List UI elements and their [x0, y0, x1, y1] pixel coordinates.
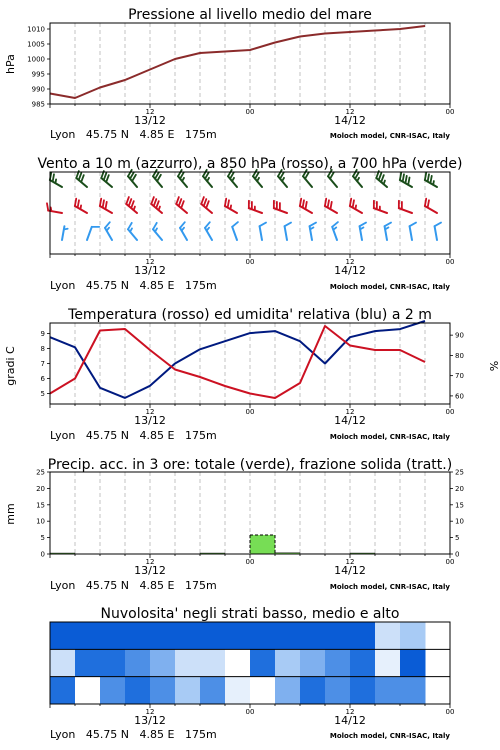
humidity-line — [50, 321, 425, 398]
pressure-line — [50, 26, 425, 98]
wind-credit: Moloch model, CNR-ISAC, Italy — [329, 283, 450, 291]
cloud-cell-alto — [175, 622, 201, 650]
cloud-title: Nuvolosita' negli strati basso, medio e alto — [100, 606, 400, 622]
cloud-cell-medio — [125, 649, 151, 677]
precip-ylabel: mm — [4, 503, 17, 525]
cloud-cell-medio — [400, 649, 426, 677]
wind-barb-half-feather — [182, 228, 184, 231]
wind-hour-label: 00 — [245, 258, 255, 266]
pressure-frame — [50, 23, 450, 104]
wind-barb-half-feather — [355, 205, 356, 209]
wind-barb-half-feather — [230, 205, 231, 209]
cloud-cell-basso — [225, 677, 251, 705]
wind-barb-feather — [403, 174, 404, 181]
precip-title: Precip. acc. in 3 ore: totale (verde), frazione solida (tratt.) — [47, 457, 453, 473]
wind-barb-feather — [100, 199, 101, 206]
wind-barb-850hpa — [75, 199, 87, 213]
cloud-cell-alto — [325, 622, 351, 650]
wind-barb-10m — [385, 223, 391, 240]
wind-barb-850hpa — [350, 199, 362, 213]
temperature-hour-label: 12 — [145, 408, 155, 416]
wind-barb-feather — [126, 197, 129, 204]
wind-barb-feather — [310, 223, 316, 227]
cloud-cell-basso — [75, 677, 101, 705]
wind-barb-feather — [179, 199, 182, 206]
wind-barb-feather — [405, 176, 406, 183]
wind-barb-feather — [176, 197, 179, 204]
precip-credit: Moloch model, CNR-ISAC, Italy — [329, 583, 450, 591]
wind-barb-feather — [285, 223, 291, 227]
precip-ytick-label: 0 — [40, 550, 45, 559]
cloud-cell-alto — [250, 622, 276, 650]
wind-barb-feather — [225, 199, 226, 206]
wind-barb-feather — [428, 200, 429, 207]
wind-barb-feather — [79, 173, 82, 180]
wind-barb-700hpa — [425, 173, 437, 187]
wind-barb-feather — [201, 197, 204, 204]
wind-barb-850hpa — [325, 199, 337, 213]
cloud-hour-label: 00 — [245, 708, 255, 716]
precip-ytick-label: 20 — [36, 484, 45, 493]
precip-ytick-label: 25 — [36, 468, 45, 477]
wind-barb-700hpa — [76, 171, 87, 187]
wind-barb-shaft — [425, 206, 437, 213]
wind-barb-feather — [105, 202, 106, 209]
precipitation-panel — [4, 457, 464, 592]
cloud-cell-basso — [200, 677, 226, 705]
cloud-cell-alto — [150, 622, 176, 650]
humidity-ytick-right-label: 70 — [455, 372, 464, 381]
wind-barb-feather — [385, 223, 391, 227]
pressure-ytick-label: 985 — [31, 100, 45, 109]
cloud-location: Lyon 45.75 N 4.85 E 175m — [50, 728, 217, 741]
wind-barb-10m — [310, 223, 316, 240]
wind-barb-feather — [428, 174, 429, 181]
wind-date-label: 14/12 — [334, 264, 366, 277]
wind-barb-shaft — [87, 227, 92, 240]
wind-barb-feather — [106, 175, 109, 182]
wind-barb-feather — [232, 222, 238, 227]
wind-barb-850hpa — [300, 199, 312, 213]
precip-hour-label: 00 — [445, 558, 455, 566]
cloud-cell-basso — [350, 677, 376, 705]
precip-ytick-right-label: 15 — [455, 501, 464, 510]
pressure-date-label: 14/12 — [334, 114, 366, 127]
temperature-ytick-label: 5 — [40, 390, 45, 398]
temperature-date-label: 14/12 — [334, 414, 366, 427]
wind-barb-850hpa — [201, 197, 212, 213]
cloud-cell-medio — [375, 649, 401, 677]
wind-barb-shaft — [435, 226, 437, 240]
pressure-ytick-label: 1005 — [27, 40, 45, 49]
cloud-cell-basso — [150, 677, 176, 705]
wind-barb-shaft — [328, 176, 337, 187]
wind-hour-label: 12 — [145, 258, 155, 266]
wind-barb-feather — [156, 201, 159, 208]
wind-barb-700hpa — [50, 173, 62, 187]
cloud-cell-basso — [300, 677, 326, 705]
precip-date-label: 14/12 — [334, 564, 366, 577]
wind-barb-10m — [153, 223, 162, 240]
wind-barb-850hpa — [374, 201, 387, 213]
wind-barb-feather — [228, 200, 229, 207]
wind-barb-half-feather — [282, 178, 284, 181]
cloud-cell-basso — [100, 677, 126, 705]
wind-barb-feather — [75, 199, 76, 206]
wind-barb-shaft — [62, 226, 64, 240]
wind-barb-feather — [53, 174, 54, 181]
wind-barb-shaft — [399, 208, 412, 213]
wind-barb-10m — [232, 222, 238, 240]
wind-barb-feather — [435, 223, 441, 227]
wind-barb-feather — [300, 199, 301, 206]
pressure-hour-label: 00 — [445, 108, 455, 116]
cloud-cell-basso — [375, 677, 401, 705]
cloud-cell-medio — [300, 649, 326, 677]
humidity-ytick-right-label: 80 — [455, 351, 464, 360]
pressure-date-label: 13/12 — [134, 114, 166, 127]
wind-barb-850hpa — [399, 201, 412, 213]
wind-barb-10m — [180, 222, 187, 240]
pressure-hour-label: 00 — [245, 108, 255, 116]
cloud-credit: Moloch model, CNR-ISAC, Italy — [329, 732, 450, 740]
temperature-ytick-label: 9 — [40, 330, 45, 338]
humidity-ylabel: % — [487, 360, 500, 372]
wind-barb-shaft — [285, 226, 287, 240]
pressure-ytick-label: 990 — [31, 85, 45, 94]
temperature-title: Temperatura (rosso) ed umidita' relativa (blu) a 2 m — [68, 307, 432, 323]
wind-barb-feather — [379, 173, 382, 180]
pressure-ytick-label: 995 — [31, 70, 45, 79]
cloud-cell-medio — [100, 649, 126, 677]
wind-barb-half-feather — [80, 205, 81, 209]
temperature-hour-label: 00 — [245, 408, 255, 416]
wind-barb-feather — [360, 223, 366, 227]
precip-ytick-right-label: 0 — [455, 550, 460, 559]
wind-barb-shaft — [410, 226, 412, 240]
cloud-cell-basso — [325, 677, 351, 705]
cloud-cell-alto — [200, 622, 226, 650]
wind-location: Lyon 45.75 N 4.85 E 175m — [50, 279, 217, 292]
wind-barb-10m — [332, 222, 338, 240]
temperature-location: Lyon 45.75 N 4.85 E 175m — [50, 429, 217, 442]
wind-barb-feather — [151, 197, 154, 204]
cloud-cell-basso — [125, 677, 151, 705]
cloud-cell-medio — [275, 649, 301, 677]
wind-barb-850hpa — [425, 199, 437, 213]
cloud-date-label: 14/12 — [334, 714, 366, 727]
humidity-ytick-right-label: 60 — [455, 392, 464, 401]
precip-location: Lyon 45.75 N 4.85 E 175m — [50, 579, 217, 592]
wind-barb-half-feather — [51, 207, 52, 211]
cloud-cell-alto — [300, 622, 326, 650]
wind-barb-shaft — [260, 226, 262, 240]
wind-barb-half-feather — [130, 228, 132, 231]
wind-barb-feather — [430, 176, 431, 183]
cloud-cell-medio — [75, 649, 101, 677]
wind-barb-10m — [285, 223, 291, 240]
precip-ytick-label: 5 — [40, 534, 45, 543]
temperature-date-label: 13/12 — [134, 414, 166, 427]
wind-barb-half-feather — [384, 181, 385, 185]
wind-barb-10m — [360, 223, 366, 240]
cloud-cell-alto — [75, 622, 101, 650]
wind-barb-850hpa — [249, 201, 262, 213]
pressure-ytick-label: 1000 — [27, 55, 45, 64]
wind-barb-feather — [408, 177, 409, 184]
wind-barb-feather — [305, 202, 306, 209]
pressure-panel — [4, 7, 454, 141]
wind-barb-half-feather — [134, 207, 135, 211]
cloud-cell-medio — [200, 649, 226, 677]
wind-barb-feather — [350, 199, 351, 206]
cloud-cell-alto — [350, 622, 376, 650]
temperature-hour-label: 12 — [345, 408, 355, 416]
wind-barb-shaft — [128, 229, 137, 240]
temperature-hour-label: 00 — [445, 408, 455, 416]
precip-ytick-label: 10 — [36, 517, 45, 526]
wind-barb-shaft — [153, 229, 162, 240]
cloud-cell-medio — [175, 649, 201, 677]
wind-barb-10m — [62, 226, 68, 240]
wind-barb-feather — [47, 203, 48, 210]
precip-hour-label: 00 — [245, 558, 255, 566]
precip-date-label: 13/12 — [134, 564, 166, 577]
precip-hour-label: 12 — [345, 558, 355, 566]
cloud-cell-basso — [275, 677, 301, 705]
wind-barb-feather — [131, 201, 134, 208]
wind-barb-half-feather — [182, 178, 184, 181]
cloud-cell-medio — [325, 649, 351, 677]
wind-barb-half-feather — [433, 181, 434, 185]
cloud-cell-alto — [400, 622, 426, 650]
pressure-location: Lyon 45.75 N 4.85 E 175m — [50, 128, 217, 141]
wind-barb-850hpa — [47, 203, 62, 213]
pressure-title: Pressione al livello medio del mare — [128, 7, 372, 23]
cloud-cell-medio — [350, 649, 376, 677]
cloud-cell-basso — [175, 677, 201, 705]
wind-barb-shaft — [232, 227, 237, 240]
wind-barb-feather — [204, 199, 207, 206]
precip-hour-label: 12 — [145, 558, 155, 566]
precip-ytick-right-label: 25 — [455, 468, 464, 477]
cloud-cell-alto — [225, 622, 251, 650]
cloud-cell-basso — [50, 677, 76, 705]
wind-barb-10m — [128, 223, 137, 240]
pressure-ytick-label: 1010 — [27, 25, 45, 34]
wind-barb-feather — [154, 199, 157, 206]
wind-barb-feather — [425, 199, 426, 206]
cloud-cell-alto — [275, 622, 301, 650]
wind-barb-half-feather — [64, 229, 68, 230]
wind-barb-10m — [435, 223, 441, 240]
pressure-ylabel: hPa — [4, 54, 17, 74]
wind-barb-feather — [206, 201, 209, 208]
wind-barb-feather — [303, 200, 304, 207]
wind-barb-half-feather — [159, 207, 160, 211]
cloud-hour-label: 00 — [445, 708, 455, 716]
wind-barb-half-feather — [155, 228, 157, 231]
wind-barb-850hpa — [274, 201, 287, 213]
wind-barb-feather — [330, 202, 331, 209]
wind-barb-700hpa — [376, 171, 387, 187]
cloud-cell-basso — [250, 677, 276, 705]
cloud-date-label: 13/12 — [134, 714, 166, 727]
wind-barb-feather — [260, 223, 266, 227]
wind-barb-10m — [410, 223, 416, 240]
cloud-cell-alto — [375, 622, 401, 650]
temperature-humidity-panel — [4, 307, 500, 442]
cloud-cell-basso — [400, 677, 426, 705]
precip-ytick-right-label: 5 — [455, 534, 460, 543]
wind-barb-shaft — [303, 176, 312, 187]
wind-barb-half-feather — [207, 178, 209, 181]
wind-barb-feather — [381, 175, 384, 182]
wind-hour-label: 12 — [345, 258, 355, 266]
wind-barb-feather — [129, 199, 132, 206]
wind-barb-feather — [332, 222, 338, 227]
pressure-hour-label: 12 — [145, 108, 155, 116]
precip-bar — [250, 535, 275, 554]
cloud-cell-alto — [125, 622, 151, 650]
wind-barb-10m — [260, 223, 266, 240]
cloud-hour-label: 12 — [145, 708, 155, 716]
wind-date-label: 13/12 — [134, 264, 166, 277]
precip-ytick-label: 15 — [36, 501, 45, 510]
wind-barb-850hpa — [151, 197, 162, 213]
wind-barb-feather — [78, 200, 79, 207]
precip-ytick-right-label: 10 — [455, 517, 464, 526]
wind-barb-10m — [205, 222, 212, 240]
humidity-ytick-right-label: 90 — [455, 331, 464, 340]
wind-barb-half-feather — [55, 179, 56, 183]
wind-barb-half-feather — [207, 228, 209, 231]
wind-barb-half-feather — [107, 228, 109, 231]
wind-barb-850hpa — [126, 197, 137, 213]
cloud-cell-medio — [250, 649, 276, 677]
cloud-cover-panel — [50, 606, 454, 741]
wind-barb-feather — [325, 199, 326, 206]
cloud-cell-alto — [100, 622, 126, 650]
wind-barb-feather — [181, 201, 184, 208]
temperature-ytick-label: 8 — [40, 345, 45, 353]
wind-barb-feather — [81, 175, 84, 182]
wind-barb-feather — [353, 200, 354, 207]
wind-barb-700hpa — [101, 171, 112, 187]
wind-panel — [37, 156, 462, 292]
precip-ytick-right-label: 20 — [455, 484, 464, 493]
wind-barb-half-feather — [333, 227, 336, 229]
wind-barb-half-feather — [357, 178, 359, 181]
wind-barb-700hpa — [400, 173, 412, 187]
temperature-credit: Moloch model, CNR-ISAC, Italy — [329, 433, 450, 441]
wind-barb-feather — [103, 200, 104, 207]
temperature-ytick-label: 6 — [40, 375, 45, 383]
wind-barb-850hpa — [176, 197, 187, 213]
temperature-ytick-label: 7 — [40, 360, 45, 368]
temperature-ylabel: gradi C — [4, 346, 17, 386]
cloud-cell-medio — [150, 649, 176, 677]
cloud-cell-medio — [225, 649, 251, 677]
wind-hour-label: 00 — [445, 258, 455, 266]
pressure-hour-label: 12 — [345, 108, 355, 116]
wind-title: Vento a 10 m (azzurro), a 850 hPa (rosso), a 700 hPa (verde) — [37, 156, 463, 172]
wind-barb-850hpa — [100, 199, 112, 213]
cloud-hour-label: 12 — [345, 708, 355, 716]
wind-barb-850hpa — [225, 199, 237, 213]
wind-barb-half-feather — [257, 178, 259, 181]
wind-barb-half-feather — [232, 178, 234, 181]
cloud-cell-medio — [50, 649, 76, 677]
pressure-credit: Moloch model, CNR-ISAC, Italy — [329, 132, 450, 140]
cloud-cell-alto — [50, 622, 76, 650]
wind-barb-feather — [104, 173, 107, 180]
wind-barb-feather — [328, 200, 329, 207]
wind-barb-10m — [105, 222, 112, 240]
wind-barb-feather — [410, 223, 416, 227]
wind-barb-10m — [87, 227, 99, 240]
